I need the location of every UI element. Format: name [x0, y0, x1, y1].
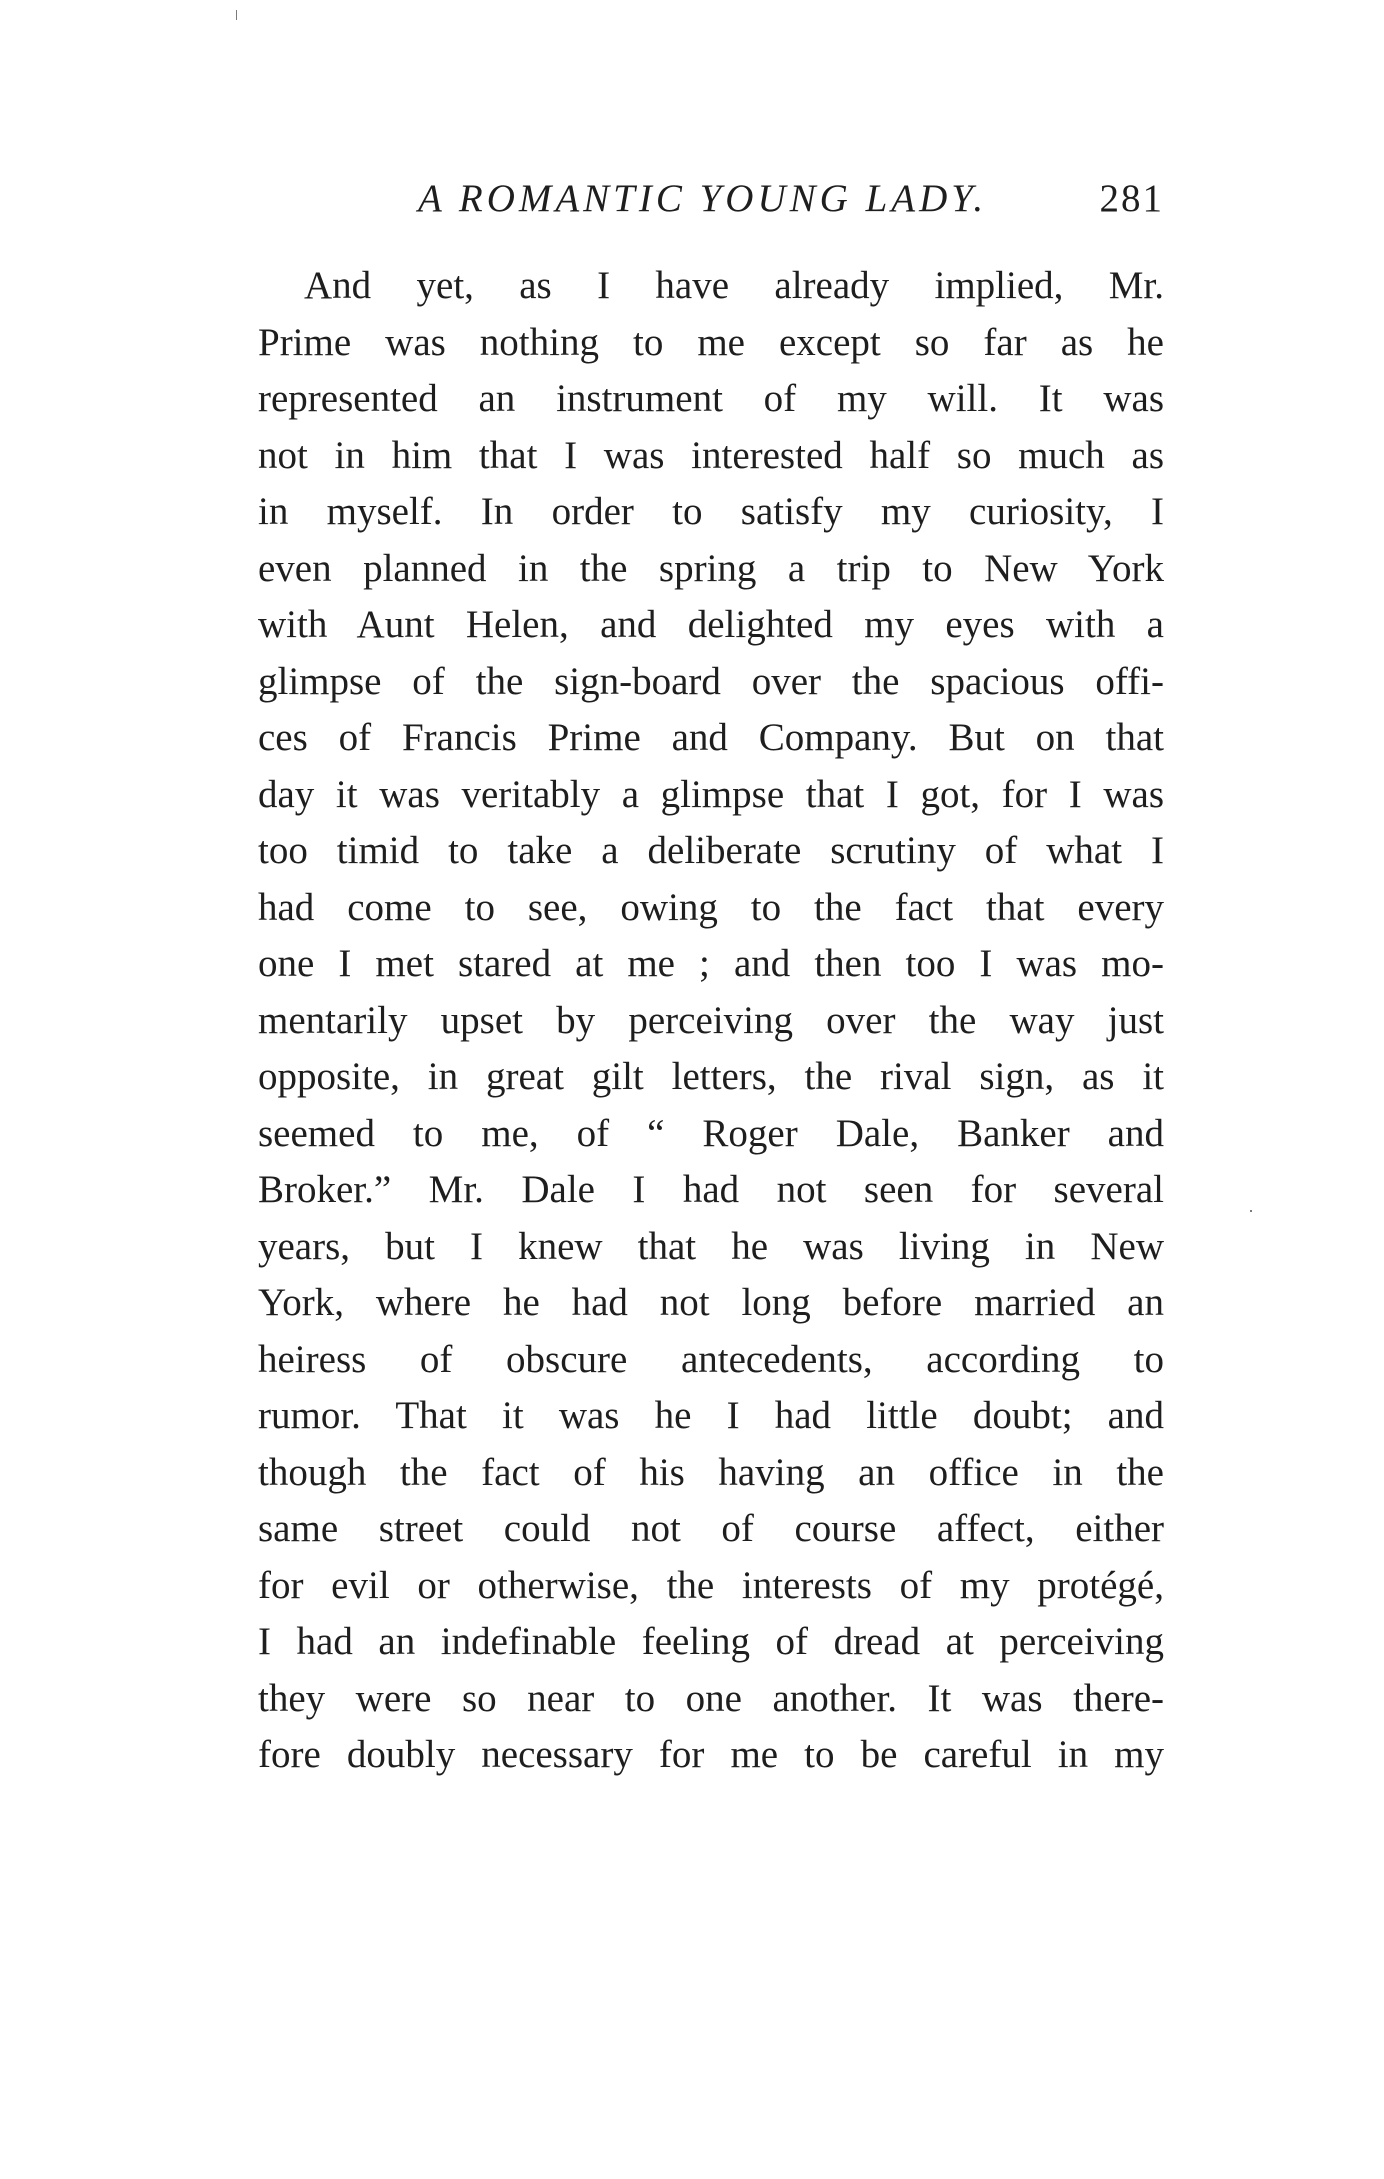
text-line: though the fact of his having an office in the [258, 1450, 1164, 1494]
page-number: 281 [1099, 177, 1164, 220]
text-line: glimpse of the sign-board over the spacious offi- [258, 659, 1164, 703]
text-line: with Aunt Helen, and delighted my eyes with a [258, 603, 1164, 646]
text-line: rumor. That it was he I had little doubt; and [258, 1394, 1164, 1437]
text-line: years, but I knew that he was living in New [258, 1224, 1164, 1268]
text-line: same street could not of course affect, either [258, 1507, 1164, 1550]
text-line: I had an indefinable feeling of dread at perceiving [258, 1620, 1164, 1663]
text-line: day it was veritably a glimpse that I got, for I was [258, 772, 1164, 816]
text-line: one I met stared at me ; and then too I was mo- [258, 942, 1164, 985]
text-line: even planned in the spring a trip to New York [258, 546, 1164, 590]
text-line: had come to see, owing to the fact that every [258, 885, 1164, 929]
running-title: A ROMANTIC YOUNG LADY. [418, 177, 988, 220]
text-line: And yet, as I have already implied, Mr. [304, 264, 1164, 307]
text-line: in myself. In order to satisfy my curiosity, I [258, 490, 1164, 533]
text-line: opposite, in great gilt letters, the rival sign, as it [258, 1055, 1164, 1098]
text-line: mentarily upset by perceiving over the way just [258, 998, 1164, 1042]
text-line: too timid to take a deliberate scrutiny of what I [258, 829, 1164, 872]
text-line: York, where he had not long before married an [258, 1281, 1164, 1324]
text-line: represented an instrument of my will. It was [258, 377, 1164, 420]
scan-speck [1250, 1210, 1252, 1212]
text-line: fore doubly necessary for me to be careful in my [258, 1733, 1164, 1776]
text-line: for evil or otherwise, the interests of my protégé, [258, 1563, 1164, 1607]
text-line: heiress of obscure antecedents, according to [258, 1337, 1164, 1381]
scan-speck [236, 10, 237, 20]
body-paragraph [258, 258, 1164, 1784]
running-head [258, 176, 1164, 232]
text-line: seemed to me, of “ Roger Dale, Banker and [258, 1111, 1164, 1155]
text-line: Prime was nothing to me except so far as he [258, 320, 1164, 364]
text-line: Broker.” Mr. Dale I had not seen for several [258, 1168, 1164, 1211]
text-line: not in him that I was interested half so much as [258, 433, 1164, 477]
text-line: they were so near to one another. It was there- [258, 1676, 1164, 1720]
text-line: ces of Francis Prime and Company. But on that [258, 716, 1164, 759]
